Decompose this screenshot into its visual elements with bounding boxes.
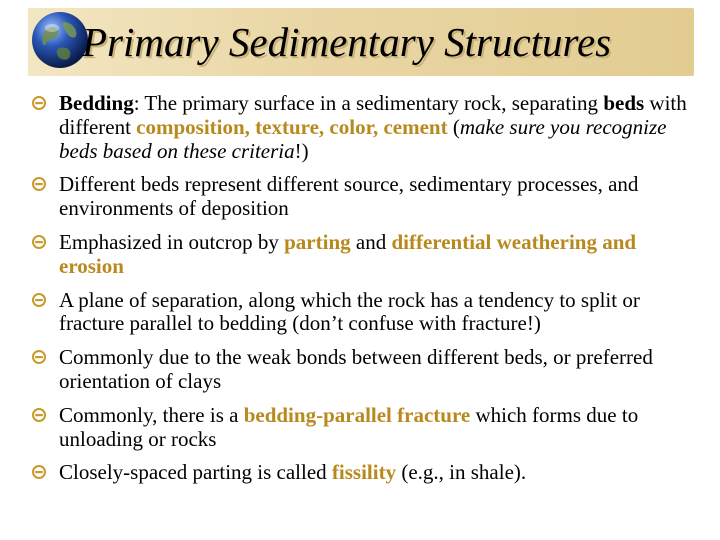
circle-bullet-icon	[32, 293, 46, 307]
text-fragment: with different	[59, 91, 687, 139]
slide-title: Primary Sedimentary Structures	[82, 19, 612, 65]
bullet-item	[30, 231, 690, 279]
text-fragment: Emphasized in outcrop by	[59, 229, 285, 254]
italic-note: make sure you recognize beds based on these criteria	[59, 114, 667, 163]
text-fragment: Closely-spaced parting is called	[59, 460, 332, 485]
text-fragment: Commonly due to the weak bonds between different beds, or preferred orientation of clays	[59, 345, 653, 393]
text-fragment: : The primary surface in a sedimentary rock, separating	[133, 91, 604, 115]
text-fragment: A plane of separation, along which the rock has a tendency to split or fracture parallel to bedding (don’t confuse with fracture!)	[59, 287, 640, 336]
term-beds: beds	[603, 91, 645, 115]
circle-bullet-icon	[32, 350, 46, 364]
highlight-criteria: composition, texture, color, cement	[136, 114, 448, 139]
globe-icon	[30, 10, 90, 70]
text-fragment: (	[447, 114, 460, 139]
bullet-item	[30, 92, 690, 163]
highlight-fissility: fissility	[331, 460, 397, 485]
circle-bullet-icon	[32, 235, 46, 249]
text-fragment: which forms due to unloading or rocks	[59, 402, 639, 451]
circle-bullet-icon	[32, 177, 46, 191]
text-fragment: Different beds represent different source, sedimentary processes, and environments of deposition	[59, 172, 639, 221]
highlight-parting: parting	[284, 229, 351, 254]
text-fragment: (e.g., in shale).	[396, 460, 527, 485]
highlight-bedding-parallel-fracture: bedding-parallel fracture	[243, 402, 471, 427]
text-fragment: !)	[294, 138, 309, 163]
text-fragment: Commonly, there is a	[59, 402, 244, 427]
text-fragment: and	[350, 229, 392, 254]
bullet-item	[30, 289, 690, 337]
bullet-item	[30, 461, 690, 485]
highlight-differential-weathering: differential weathering and erosion	[59, 229, 637, 278]
circle-bullet-icon	[32, 408, 46, 422]
circle-bullet-icon	[32, 465, 46, 479]
bullet-item	[30, 173, 690, 221]
bullet-list	[30, 92, 690, 495]
bullet-item	[30, 404, 690, 452]
bullet-item	[30, 346, 690, 394]
term-bedding: Bedding	[59, 91, 134, 115]
circle-bullet-icon	[32, 96, 46, 110]
